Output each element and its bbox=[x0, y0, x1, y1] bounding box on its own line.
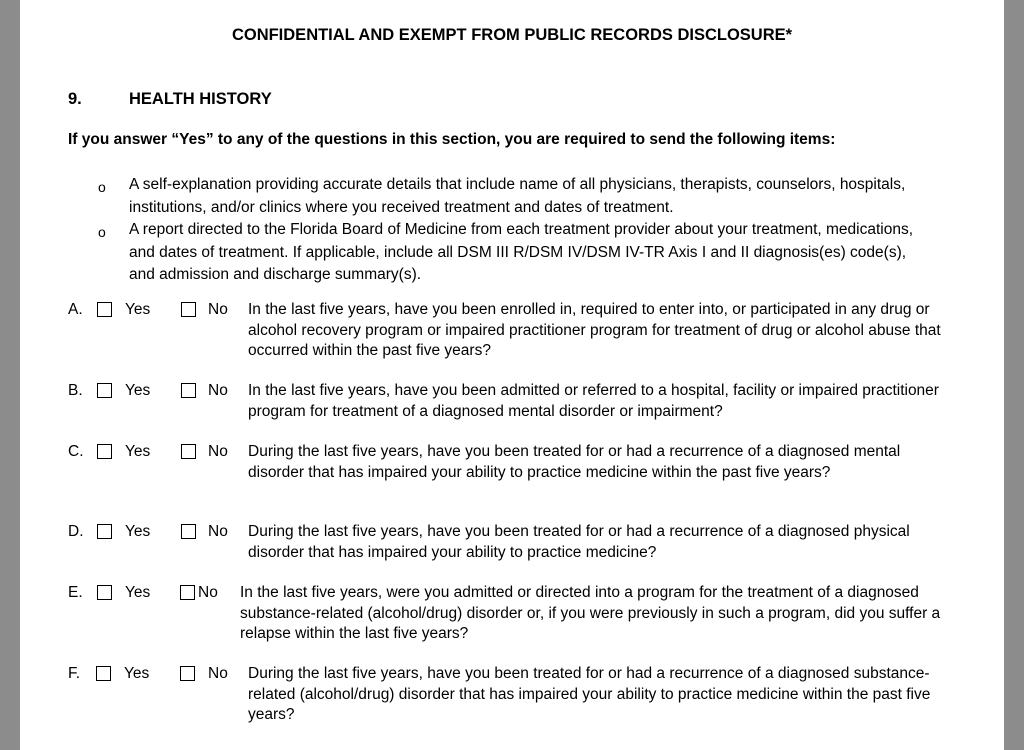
no-label: No bbox=[208, 301, 228, 318]
no-checkbox-f[interactable] bbox=[180, 666, 195, 681]
instructions-text: If you answer “Yes” to any of the questions in this section, you are required to send the following items: bbox=[68, 131, 836, 148]
document-page bbox=[20, 0, 1004, 750]
no-label: No bbox=[208, 665, 228, 682]
no-label: No bbox=[198, 584, 218, 601]
bullet-text: A report directed to the Florida Board of Medicine from each treatment provider about your treatment, medications, and dates of treatment. If applicable, include all DSM III R/DSM IV/DSM IV-TR Axis I and II diagnosis(es) code(s), and admission and discharge summary(s). bbox=[129, 221, 914, 283]
question-text: In the last five years, have you been enrolled in, required to enter into, or participated in any drug or alcohol recovery program or impaired practitioner program for treatment of drug or alcohol abuse that occurred within the past five years? bbox=[248, 301, 941, 359]
no-label: No bbox=[208, 443, 228, 460]
no-label: No bbox=[208, 382, 228, 399]
yes-checkbox-d[interactable] bbox=[97, 524, 112, 539]
required-items-list bbox=[98, 174, 918, 287]
no-checkbox-a[interactable] bbox=[181, 302, 196, 317]
question-letter: F. bbox=[68, 665, 81, 682]
question-text: In the last five years, were you admitted or directed into a program for the treatment of a diagnosed substance-related (alcohol/drug) disorder or, if you were previously in such a program, did you suffer a relapse within the last five years? bbox=[240, 584, 941, 642]
section-title: HEALTH HISTORY bbox=[129, 90, 272, 108]
no-checkbox-e[interactable] bbox=[180, 585, 195, 600]
yes-checkbox-c[interactable] bbox=[97, 444, 112, 459]
list-item bbox=[98, 219, 918, 287]
question-text: During the last five years, have you been treated for or had a recurrence of a diagnosed mental disorder that has impaired your ability to practice medicine within the past five years? bbox=[248, 443, 901, 481]
question-letter: E. bbox=[68, 584, 83, 601]
yes-label: Yes bbox=[125, 523, 151, 540]
yes-label: Yes bbox=[125, 584, 151, 601]
bullet-marker: o bbox=[98, 224, 106, 240]
question-text: During the last five years, have you been treated for or had a recurrence of a diagnosed physical disorder that has impaired your ability to practice medicine? bbox=[248, 523, 910, 561]
question-text: During the last five years, have you been treated for or had a recurrence of a diagnosed substance-related (alcohol/drug) disorder that has impaired your ability to practice medicine within the past five years? bbox=[248, 665, 931, 723]
list-item bbox=[98, 174, 918, 219]
question-letter: B. bbox=[68, 382, 83, 399]
confidential-header: CONFIDENTIAL AND EXEMPT FROM PUBLIC RECORDS DISCLOSURE* bbox=[231, 26, 793, 44]
yes-label: Yes bbox=[125, 301, 151, 318]
question-letter: C. bbox=[68, 443, 84, 460]
yes-label: Yes bbox=[125, 382, 151, 399]
section-number: 9. bbox=[68, 90, 82, 108]
yes-checkbox-f[interactable] bbox=[96, 666, 111, 681]
yes-checkbox-e[interactable] bbox=[97, 585, 112, 600]
yes-label: Yes bbox=[125, 443, 151, 460]
question-letter: A. bbox=[68, 301, 83, 318]
question-text: In the last five years, have you been admitted or referred to a hospital, facility or impaired practitioner program for treatment of a diagnosed mental disorder or impairment? bbox=[248, 382, 939, 420]
no-label: No bbox=[208, 523, 228, 540]
no-checkbox-b[interactable] bbox=[181, 383, 196, 398]
no-checkbox-c[interactable] bbox=[181, 444, 196, 459]
question-letter: D. bbox=[68, 523, 84, 540]
bullet-text: A self-explanation providing accurate details that include name of all physicians, therapists, counselors, hospitals, institutions, and/or clinics where you received treatment and dates of treatment. bbox=[129, 176, 906, 216]
no-checkbox-d[interactable] bbox=[181, 524, 196, 539]
yes-checkbox-b[interactable] bbox=[97, 383, 112, 398]
yes-checkbox-a[interactable] bbox=[97, 302, 112, 317]
bullet-marker: o bbox=[98, 179, 106, 195]
yes-label: Yes bbox=[124, 665, 150, 682]
